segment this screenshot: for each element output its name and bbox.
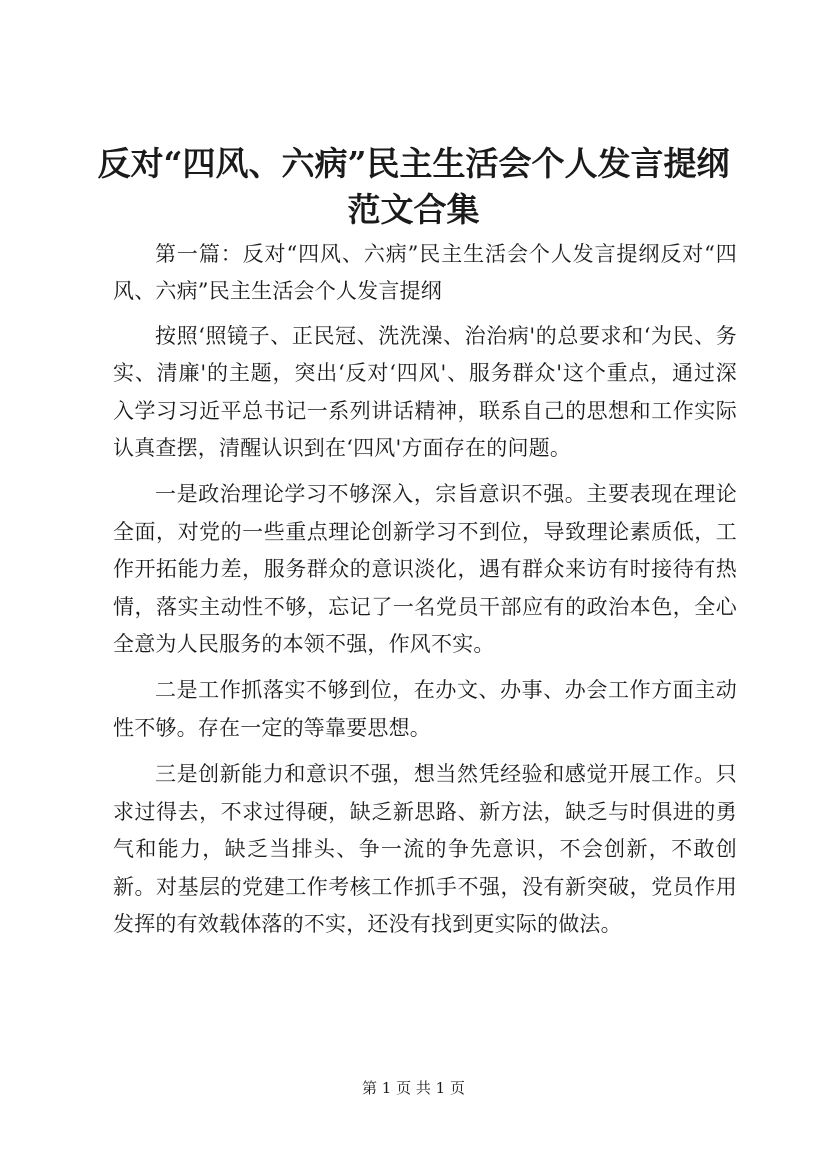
document-title-line-2: 范文合集	[347, 190, 480, 229]
paragraph-point-three: 三是创新能力和意识不强，想当然凭经验和感觉开展工作。只求过得去，不求过得硬，缺乏新思路、新方法，缺乏与时俱进的勇气和能力，缺乏当排头、争一流的争先意识，不会创新，不敢创新。对基层的党建工作考核工作抓手不强，没有新突破，党员作用发挥的有效载体落的不实，还没有找到更实际的做法。	[113, 762, 737, 936]
paragraph-point-two: 二是工作抓落实不够到位，在办文、办事、办会工作方面主动性不够。存在一定的等靠要思想。	[113, 678, 737, 740]
paragraph-intro: 按照‘照镜子、正民冠、洗洗澡、治治病'的总要求和‘为民、务实、清廉'的主题，突出‘反对‘四风'、服务群众'这个重点，通过深入学习习近平总书记一系列讲话精神，联系自己的思想和工作实际认真查摆，清醒认识到在‘四风'方面存在的问题。	[113, 323, 737, 461]
paragraph-section-heading: 第一篇：反对“四风、六病”民主生活会个人发言提纲反对“四风、六病”民主生活会个人发言提纲	[113, 242, 737, 304]
paragraph-point-one: 一是政治理论学习不够深入，宗旨意识不强。主要表现在理论全面，对党的一些重点理论创新学习不到位，导致理论素质低，工作开拓能力差，服务群众的意识淡化，遇有群众来访有时接待有热情，落实主动性不够，忘记了一名党员干部应有的政治本色，全心全意为人民服务的本领不强，作风不实。	[113, 482, 737, 657]
document-title-line-1: 反对“四风、六病”民主生活会个人发言提纲	[97, 144, 730, 183]
page-number-footer: 第 1 页 共 1 页	[362, 1079, 465, 1097]
document-body	[113, 236, 737, 943]
